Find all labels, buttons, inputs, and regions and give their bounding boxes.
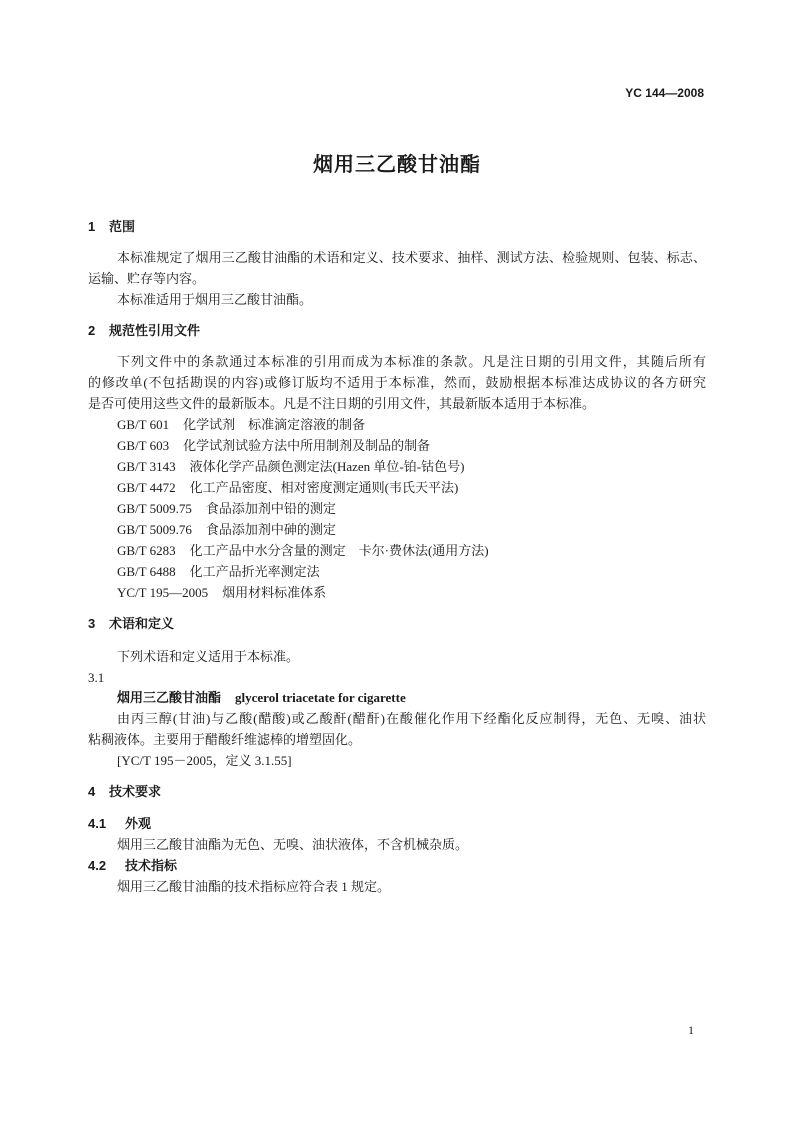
reference-item — [117, 521, 336, 539]
reference-code: GB/T 6283 — [117, 543, 176, 558]
reference-item — [117, 500, 336, 518]
document-title: 烟用三乙酸甘油酯 — [313, 154, 481, 176]
term-name-english: glycerol triacetate for cigarette — [235, 690, 406, 705]
section-title: 规范性引用文件 — [109, 323, 201, 338]
page-number: 1 — [688, 1023, 694, 1037]
section-title: 术语和定义 — [109, 616, 175, 631]
section-3-heading — [88, 615, 174, 633]
reference-code: GB/T 3143 — [117, 459, 176, 474]
section-number: 2 — [88, 323, 96, 338]
reference-item — [117, 479, 458, 497]
paragraph-line: 烟用三乙酸甘油酯为无色、无嗅、油状液体，不含机械杂质。 — [117, 837, 469, 852]
paragraph-line: 的修改单(不包括勘误的内容)或修订版均不适用于本标准，然而，鼓励根据本标准达成协议的各方研究 — [88, 375, 706, 390]
reference-code: YC/T 195—2005 — [117, 585, 209, 600]
subsection-title: 外观 — [125, 816, 152, 831]
paragraph-line: 烟用三乙酸甘油酯的技术指标应符合表 1 规定。 — [117, 879, 391, 894]
definition-source: [YC/T 195－2005，定义 3.1.55] — [117, 753, 292, 768]
paragraph-line: 下列文件中的条款通过本标准的引用而成为本标准的条款。凡是注日期的引用文件，其随后所有 — [117, 354, 706, 369]
section-2-heading — [88, 322, 200, 340]
reference-title: 化学试剂 标准滴定溶液的制备 — [183, 417, 366, 432]
reference-item — [117, 563, 320, 581]
reference-title: 食品添加剂中砷的测定 — [205, 522, 336, 537]
section-title: 范围 — [109, 219, 136, 234]
paragraph-line: 本标准适用于烟用三乙酸甘油酯。 — [117, 292, 313, 307]
paragraph-line: 下列术语和定义适用于本标准。 — [117, 649, 300, 664]
definition-line: 由丙三醇(甘油)与乙酸(醋酸)或乙酸酐(醋酐)在酸催化作用下经酯化反应制得，无色、无嗅、油状 — [117, 711, 706, 726]
reference-title: 烟用材料标准体系 — [222, 585, 327, 600]
definition-line: 粘稠液体。主要用于醋酸纤维滤棒的增塑固化。 — [88, 732, 362, 747]
reference-code: GB/T 5009.75 — [117, 501, 192, 516]
section-number: 1 — [88, 219, 96, 234]
reference-title: 化学试剂试验方法中所用制剂及制品的制备 — [183, 438, 431, 453]
reference-code: GB/T 5009.76 — [117, 522, 192, 537]
term-number: 3.1 — [88, 670, 105, 685]
section-title: 技术要求 — [109, 784, 162, 799]
subsection-number: 4.2 — [88, 858, 107, 873]
reference-item — [117, 416, 365, 434]
reference-title: 化工产品密度、相对密度测定通则(韦氏天平法) — [189, 480, 459, 495]
reference-code: GB/T 6488 — [117, 564, 176, 579]
reference-code: GB/T 601 — [117, 417, 170, 432]
document-number: YC 144—2008 — [625, 86, 704, 100]
paragraph-line: 运输、贮存等内容。 — [88, 271, 206, 286]
reference-title: 化工产品折光率测定法 — [189, 564, 320, 579]
reference-title: 食品添加剂中铅的测定 — [205, 501, 336, 516]
reference-item — [117, 437, 430, 455]
section-number: 4 — [88, 784, 96, 799]
paragraph-line: 本标准规定了烟用三乙酸甘油酯的术语和定义、技术要求、抽样、测试方法、检验规则、包装、标志、 — [117, 250, 706, 265]
reference-item — [117, 584, 326, 602]
reference-item — [117, 542, 489, 560]
section-1-heading — [88, 218, 135, 236]
term-entry — [117, 689, 406, 707]
reference-title: 化工产品中水分含量的测定 卡尔·费休法(通用方法) — [189, 543, 489, 558]
section-4-heading — [88, 783, 161, 801]
subsection-4-1-heading — [88, 815, 151, 833]
reference-title: 液体化学产品颜色测定法(Hazen 单位-铂-钴色号) — [189, 459, 465, 474]
reference-item — [117, 458, 464, 476]
subsection-4-2-heading — [88, 857, 177, 875]
subsection-number: 4.1 — [88, 816, 107, 831]
subsection-title: 技术指标 — [125, 858, 178, 873]
reference-code: GB/T 4472 — [117, 480, 176, 495]
reference-code: GB/T 603 — [117, 438, 170, 453]
section-number: 3 — [88, 616, 96, 631]
paragraph-line: 是否可使用这些文件的最新版本。凡是不注日期的引用文件，其最新版本适用于本标准。 — [88, 396, 596, 411]
term-name-chinese: 烟用三乙酸甘油酯 — [117, 690, 222, 705]
